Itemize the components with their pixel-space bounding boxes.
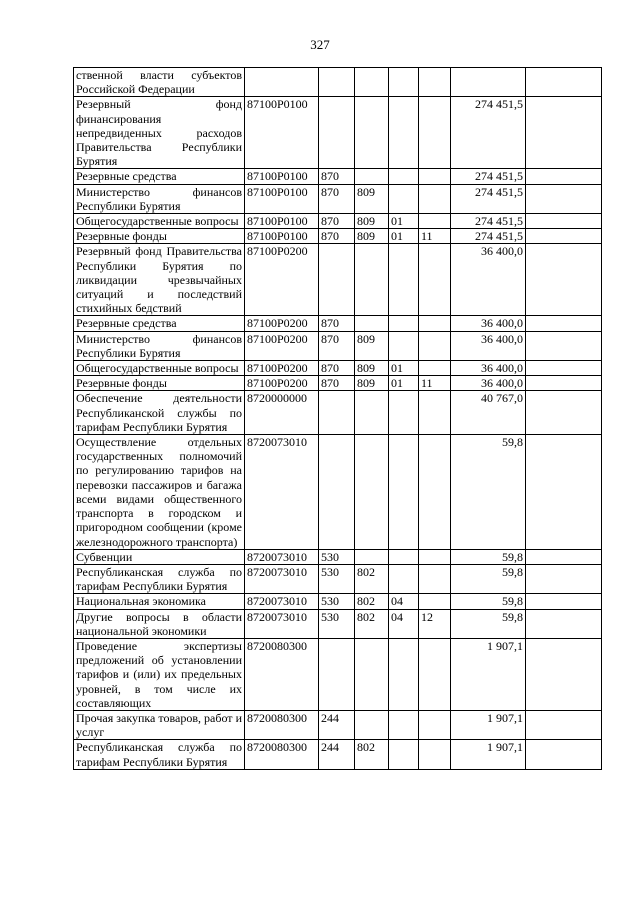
row-grbs: 809 xyxy=(355,376,389,391)
row-expense-type: 244 xyxy=(319,740,355,769)
table-row xyxy=(74,331,602,360)
table-row xyxy=(74,549,602,564)
row-amount: 36 400,0 xyxy=(451,376,526,391)
row-amount: 59,8 xyxy=(451,549,526,564)
row-code: 8720073010 xyxy=(245,435,319,550)
row-subsection xyxy=(419,169,451,184)
row-subsection: 12 xyxy=(419,609,451,638)
row-section: 01 xyxy=(389,361,419,376)
row-name: Проведение экспертизы предложений об установлении тарифов и (или) их предельных уровней, в том числе их составляющих xyxy=(74,638,245,710)
table-row xyxy=(74,435,602,550)
row-grbs: 809 xyxy=(355,229,389,244)
row-extra xyxy=(526,214,602,229)
row-grbs: 802 xyxy=(355,740,389,769)
table-row xyxy=(74,229,602,244)
row-subsection xyxy=(419,97,451,169)
row-section xyxy=(389,435,419,550)
row-subsection xyxy=(419,331,451,360)
row-name: Общегосударственные вопросы xyxy=(74,361,245,376)
row-grbs xyxy=(355,391,389,435)
row-extra xyxy=(526,316,602,331)
row-code: 8720080300 xyxy=(245,638,319,710)
row-expense-type: 870 xyxy=(319,214,355,229)
row-code: 87100Р0100 xyxy=(245,229,319,244)
row-subsection: 11 xyxy=(419,229,451,244)
budget-table xyxy=(73,67,602,770)
table-row xyxy=(74,68,602,97)
row-subsection xyxy=(419,316,451,331)
row-name: Резервный фонд финансирования непредвиденных расходов Правительства Республики Бурятия xyxy=(74,97,245,169)
row-section xyxy=(389,564,419,593)
row-grbs: 809 xyxy=(355,214,389,229)
row-grbs xyxy=(355,68,389,97)
row-grbs: 809 xyxy=(355,361,389,376)
row-section xyxy=(389,331,419,360)
row-expense-type: 870 xyxy=(319,184,355,213)
row-extra xyxy=(526,391,602,435)
row-expense-type xyxy=(319,391,355,435)
row-extra xyxy=(526,361,602,376)
row-amount: 1 907,1 xyxy=(451,638,526,710)
page-number: 327 xyxy=(310,37,330,52)
row-section xyxy=(389,391,419,435)
table-row xyxy=(74,244,602,316)
row-expense-type: 530 xyxy=(319,549,355,564)
row-extra xyxy=(526,244,602,316)
row-code: 87100Р0100 xyxy=(245,97,319,169)
row-grbs: 802 xyxy=(355,609,389,638)
row-section xyxy=(389,244,419,316)
row-amount: 36 400,0 xyxy=(451,331,526,360)
row-extra xyxy=(526,638,602,710)
row-name: Резервный фонд Правительства Республики Бурятия по ликвидации чрезвычайных ситуаций и последствий стихийных бедствий xyxy=(74,244,245,316)
row-name: Общегосударственные вопросы xyxy=(74,214,245,229)
row-section: 01 xyxy=(389,229,419,244)
row-section xyxy=(389,638,419,710)
row-grbs xyxy=(355,169,389,184)
row-subsection xyxy=(419,214,451,229)
row-extra xyxy=(526,229,602,244)
row-name: Резервные фонды xyxy=(74,229,245,244)
table-row xyxy=(74,740,602,769)
row-name: Осуществление отдельных государственных полномочий по регулированию тарифов на перевозки пассажиров и багажа всеми видами общественного транспорта в городском и пригородном сообщении (кроме железнодорожного транспорта) xyxy=(74,435,245,550)
row-amount: 40 767,0 xyxy=(451,391,526,435)
row-section xyxy=(389,710,419,739)
table-row xyxy=(74,609,602,638)
row-code xyxy=(245,68,319,97)
row-amount: 274 451,5 xyxy=(451,184,526,213)
row-subsection xyxy=(419,361,451,376)
row-section: 01 xyxy=(389,214,419,229)
table-body xyxy=(74,68,602,770)
row-code: 8720073010 xyxy=(245,609,319,638)
row-name: Республиканская служба по тарифам Республики Бурятия xyxy=(74,740,245,769)
table-row xyxy=(74,638,602,710)
row-expense-type: 870 xyxy=(319,331,355,360)
row-section xyxy=(389,549,419,564)
row-extra xyxy=(526,331,602,360)
row-name: Субвенции xyxy=(74,549,245,564)
row-extra xyxy=(526,68,602,97)
row-code: 87100Р0200 xyxy=(245,244,319,316)
row-subsection xyxy=(419,710,451,739)
row-code: 8720073010 xyxy=(245,549,319,564)
row-extra xyxy=(526,609,602,638)
row-amount: 59,8 xyxy=(451,609,526,638)
row-subsection xyxy=(419,435,451,550)
row-extra xyxy=(526,169,602,184)
row-grbs: 802 xyxy=(355,594,389,609)
table-row xyxy=(74,214,602,229)
row-grbs xyxy=(355,638,389,710)
row-grbs xyxy=(355,244,389,316)
row-amount: 59,8 xyxy=(451,435,526,550)
row-expense-type: 870 xyxy=(319,229,355,244)
row-grbs xyxy=(355,316,389,331)
row-expense-type: 870 xyxy=(319,376,355,391)
row-section xyxy=(389,740,419,769)
table-row xyxy=(74,169,602,184)
row-code: 87100Р0100 xyxy=(245,214,319,229)
row-amount: 274 451,5 xyxy=(451,214,526,229)
row-amount: 59,8 xyxy=(451,594,526,609)
row-amount: 36 400,0 xyxy=(451,316,526,331)
row-grbs xyxy=(355,97,389,169)
row-amount: 36 400,0 xyxy=(451,361,526,376)
row-subsection: 11 xyxy=(419,376,451,391)
row-section xyxy=(389,184,419,213)
row-subsection xyxy=(419,244,451,316)
row-section xyxy=(389,97,419,169)
row-name: Прочая закупка товаров, работ и услуг xyxy=(74,710,245,739)
row-code: 8720000000 xyxy=(245,391,319,435)
row-code: 8720080300 xyxy=(245,740,319,769)
row-extra xyxy=(526,435,602,550)
row-section xyxy=(389,68,419,97)
row-amount: 59,8 xyxy=(451,564,526,593)
row-expense-type xyxy=(319,68,355,97)
row-code: 87100Р0200 xyxy=(245,376,319,391)
row-grbs xyxy=(355,435,389,550)
row-name: Министерство финансов Республики Бурятия xyxy=(74,184,245,213)
row-amount: 274 451,5 xyxy=(451,97,526,169)
row-code: 87100Р0200 xyxy=(245,361,319,376)
table-row xyxy=(74,184,602,213)
row-subsection xyxy=(419,184,451,213)
row-amount: 274 451,5 xyxy=(451,169,526,184)
row-code: 8720080300 xyxy=(245,710,319,739)
row-subsection xyxy=(419,594,451,609)
table-row xyxy=(74,710,602,739)
row-expense-type: 244 xyxy=(319,710,355,739)
row-subsection xyxy=(419,740,451,769)
row-amount: 1 907,1 xyxy=(451,740,526,769)
row-grbs xyxy=(355,710,389,739)
row-name: Другие вопросы в области национальной экономики xyxy=(74,609,245,638)
row-grbs: 802 xyxy=(355,564,389,593)
row-extra xyxy=(526,740,602,769)
row-extra xyxy=(526,376,602,391)
row-code: 87100Р0100 xyxy=(245,184,319,213)
row-section xyxy=(389,316,419,331)
row-name: ственной власти субъектов Российской Федерации xyxy=(74,68,245,97)
row-subsection xyxy=(419,549,451,564)
row-extra xyxy=(526,564,602,593)
row-section: 01 xyxy=(389,376,419,391)
row-code: 87100Р0100 xyxy=(245,169,319,184)
table-row xyxy=(74,594,602,609)
table-row xyxy=(74,391,602,435)
row-extra xyxy=(526,97,602,169)
row-code: 87100Р0200 xyxy=(245,316,319,331)
row-grbs: 809 xyxy=(355,331,389,360)
table-row xyxy=(74,376,602,391)
row-amount: 1 907,1 xyxy=(451,710,526,739)
row-grbs: 809 xyxy=(355,184,389,213)
row-expense-type xyxy=(319,435,355,550)
table-row xyxy=(74,97,602,169)
row-expense-type xyxy=(319,638,355,710)
row-name: Резервные фонды xyxy=(74,376,245,391)
row-expense-type xyxy=(319,244,355,316)
row-subsection xyxy=(419,391,451,435)
row-subsection xyxy=(419,564,451,593)
row-code: 87100Р0200 xyxy=(245,331,319,360)
row-amount: 274 451,5 xyxy=(451,229,526,244)
row-amount: 36 400,0 xyxy=(451,244,526,316)
row-expense-type: 870 xyxy=(319,316,355,331)
row-extra xyxy=(526,710,602,739)
table-row xyxy=(74,564,602,593)
row-extra xyxy=(526,184,602,213)
row-name: Резервные средства xyxy=(74,169,245,184)
row-extra xyxy=(526,549,602,564)
row-expense-type xyxy=(319,97,355,169)
row-extra xyxy=(526,594,602,609)
row-section: 04 xyxy=(389,609,419,638)
row-amount xyxy=(451,68,526,97)
row-name: Обеспечение деятельности Республиканской службы по тарифам Республики Бурятия xyxy=(74,391,245,435)
row-grbs xyxy=(355,549,389,564)
table-row xyxy=(74,316,602,331)
row-section xyxy=(389,169,419,184)
row-expense-type: 530 xyxy=(319,609,355,638)
row-code: 8720073010 xyxy=(245,594,319,609)
row-subsection xyxy=(419,68,451,97)
row-section: 04 xyxy=(389,594,419,609)
table-row xyxy=(74,361,602,376)
row-expense-type: 530 xyxy=(319,594,355,609)
row-subsection xyxy=(419,638,451,710)
row-name: Резервные средства xyxy=(74,316,245,331)
row-expense-type: 530 xyxy=(319,564,355,593)
row-name: Национальная экономика xyxy=(74,594,245,609)
row-expense-type: 870 xyxy=(319,361,355,376)
row-name: Республиканская служба по тарифам Республики Бурятия xyxy=(74,564,245,593)
row-code: 8720073010 xyxy=(245,564,319,593)
row-expense-type: 870 xyxy=(319,169,355,184)
row-name: Министерство финансов Республики Бурятия xyxy=(74,331,245,360)
